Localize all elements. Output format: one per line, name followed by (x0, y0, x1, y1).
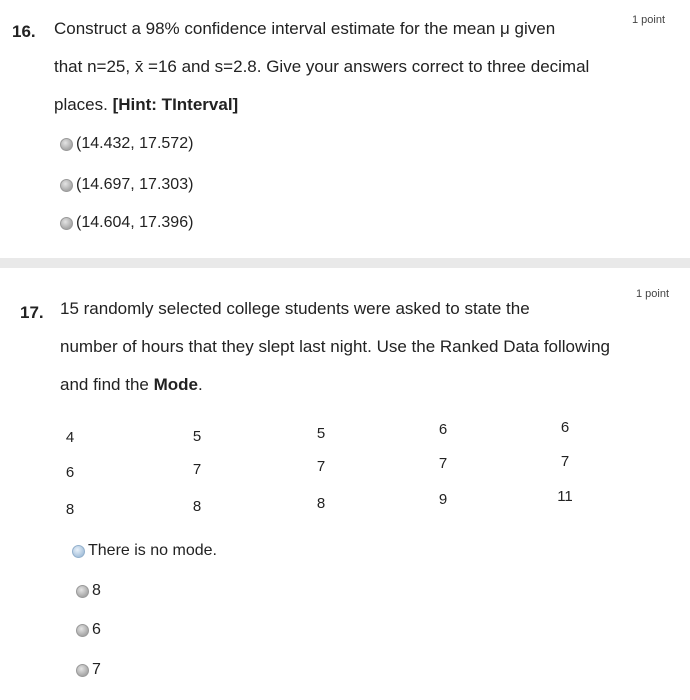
table-cell: 7 (316, 458, 326, 475)
radio-button[interactable] (60, 179, 73, 192)
table-cell: 7 (438, 455, 448, 472)
radio-button[interactable] (76, 585, 89, 598)
table-cell: 8 (65, 501, 75, 518)
option-label: (14.432, 17.572) (76, 135, 194, 152)
table-cell: 7 (192, 461, 202, 478)
table-cell: 8 (192, 498, 202, 515)
points-label: 1 point (636, 288, 670, 300)
option-label: 7 (92, 661, 101, 678)
question-line: that n=25, x̄ =16 and s=2.8. Give your answers correct to three decimal (54, 57, 590, 76)
question-number: 17. (20, 303, 44, 322)
table-cell: 11 (557, 488, 573, 505)
option-label: (14.697, 17.303) (76, 176, 194, 193)
question-17-card (0, 268, 690, 700)
question-line: number of hours that they slept last night. Use the Ranked Data following (60, 337, 610, 356)
answer-option-3[interactable] (60, 214, 193, 232)
option-label: 6 (92, 621, 101, 638)
answer-option-2[interactable] (60, 176, 193, 194)
table-cell: 6 (560, 419, 570, 436)
table-cell: 8 (316, 495, 326, 512)
question-line (60, 366, 670, 404)
option-label: 8 (92, 582, 101, 599)
hint-text: [Hint: TInterval] (112, 95, 239, 114)
question-text (60, 290, 670, 404)
question-text (54, 10, 634, 124)
answer-option-1[interactable] (60, 135, 193, 153)
points-label: 1 point (632, 14, 666, 26)
radio-button[interactable] (76, 664, 89, 677)
question-line: Construct a 98% confidence interval estimate for the mean μ given (54, 19, 556, 38)
radio-button[interactable] (76, 624, 89, 637)
table-cell: 4 (65, 429, 75, 446)
answer-option-6[interactable] (76, 621, 101, 639)
answer-option-7[interactable] (76, 661, 101, 679)
question-line: 15 randomly selected college students were asked to state the (60, 299, 530, 318)
keyword-mode: Mode (153, 375, 198, 394)
answer-option-8[interactable] (76, 582, 101, 600)
option-label: There is no mode. (88, 542, 217, 559)
ranked-data-table (40, 419, 600, 523)
radio-button[interactable] (60, 138, 73, 151)
question-number: 16. (12, 22, 36, 41)
radio-button[interactable] (60, 217, 73, 230)
question-16-card (0, 0, 690, 258)
option-label: (14.604, 17.396) (76, 214, 194, 231)
question-line-text: places. (54, 95, 113, 114)
table-cell: 7 (560, 453, 570, 470)
answer-option-no-mode[interactable] (72, 542, 217, 560)
question-line (54, 86, 634, 124)
table-cell: 5 (192, 428, 202, 445)
table-cell: 6 (65, 464, 75, 481)
table-cell: 5 (316, 425, 326, 442)
table-cell: 9 (438, 491, 448, 508)
radio-button[interactable] (72, 545, 85, 558)
question-line-text: and find the (60, 375, 154, 394)
table-cell: 6 (438, 421, 448, 438)
question-line-end: . (197, 375, 203, 394)
